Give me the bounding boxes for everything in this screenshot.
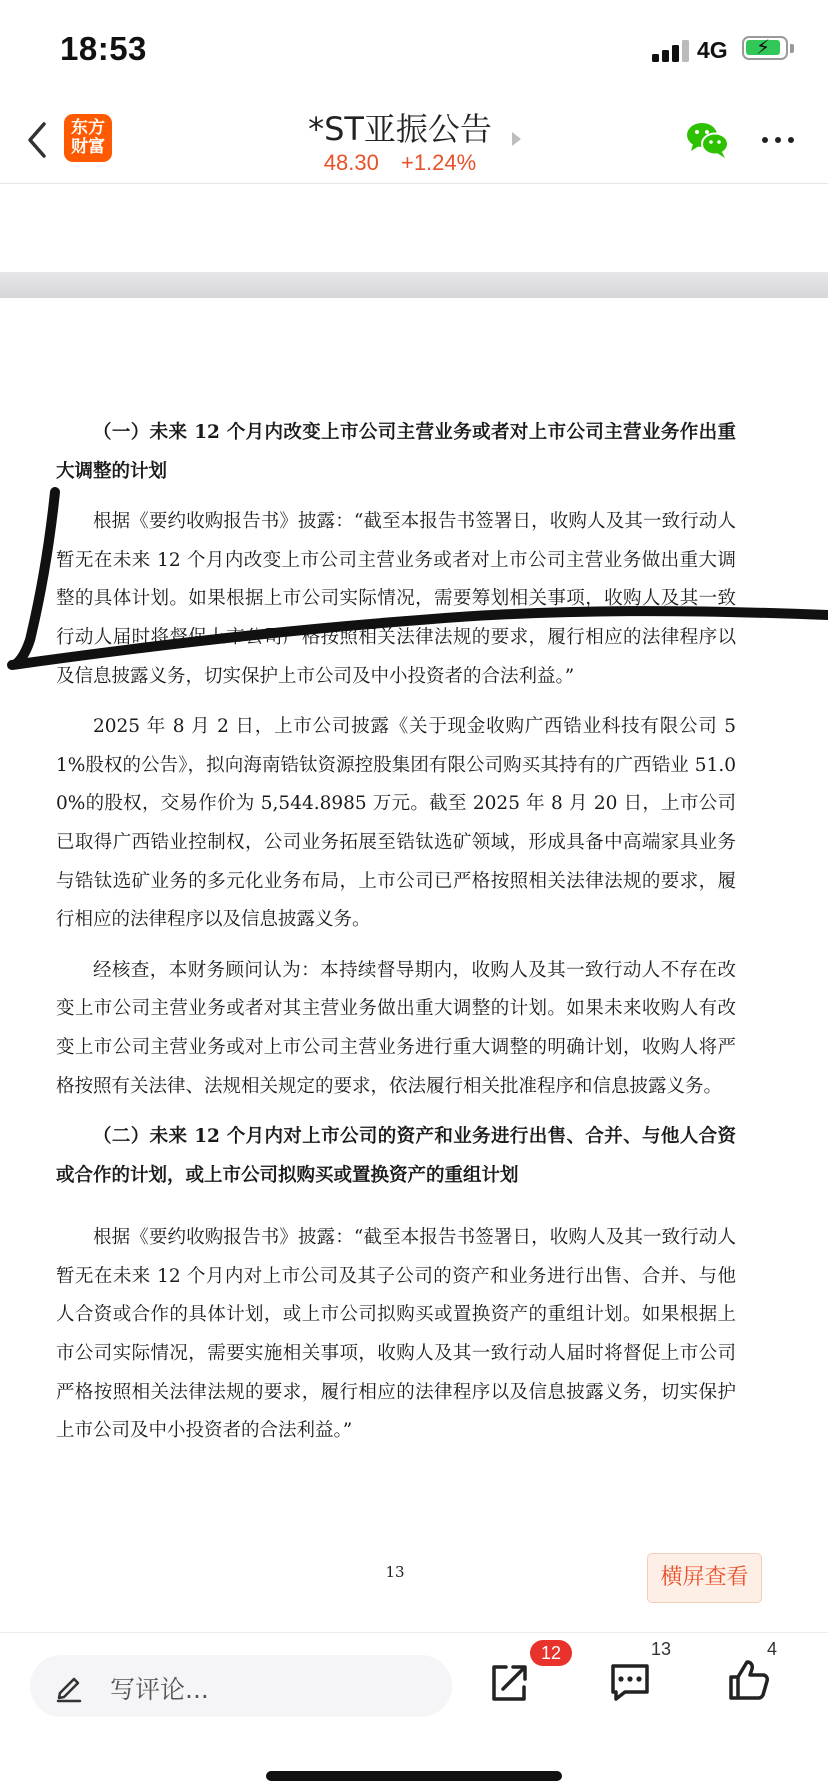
section-heading-1: （一）未来 12 个月内改变上市公司主营业务或者对上市公司主营业务作出重大调整的计划 [56,422,736,482]
page-number: 13 [385,1563,405,1581]
logo-line1: 东方 [71,118,105,138]
more-button[interactable] [760,130,796,150]
back-button[interactable] [18,116,62,164]
back-arrow-icon [18,116,62,164]
doc-paragraph-2: 2025 年 8 月 2 日，上市公司披露《关于现金收购广西锆业科技有限公司 51%股权的公告》，拟向海南锆钛资源控股集团有限公司购买其持有的广西锆业 51.00%的股权，交易作价为 5,544.8985 万元。截至 2025 年 8 月 20 日，上市公司已取得广西锆业控制权，公司业务拓展至锆钛选矿领域，形成具备中高端家具业务与锆钛选矿业务的多元化业务布局，上市公司已严格按照相关法律法规的要求，履行相应的法律程序以及信息披露义务。 [56,716,736,931]
like-icon [726,1657,772,1703]
home-indicator[interactable] [266,1771,562,1781]
stock-quote [240,150,560,176]
network-type: 4G [697,37,728,63]
signal-icon [652,38,692,62]
wechat-share-button[interactable] [686,120,730,160]
pencil-icon [52,1669,86,1703]
comments-button[interactable] [608,1661,652,1703]
like-button[interactable] [726,1657,772,1703]
announcement-document [56,414,736,1451]
comment-placeholder: 写评论... [110,1675,209,1704]
battery-tip [790,44,794,53]
logo-line2: 财富 [71,137,105,157]
app-logo [64,114,112,162]
more-icon [762,137,768,143]
doc-paragraph-4: 根据《要约收购报告书》披露：“截至本报告书签署日，收购人及其一致行动人暂无在未来 12 个月内对上市公司及其子公司的资产和业务进行出售、合并、与他人合资或合作的具体计划，或上市公司拟购买或置换资产的重组计划。如果根据上市公司实际情况，需要实施相关事项，收购人及其一致行动人届时将督促上市公司严格按照相关法律法规的要求，履行相应的法律程序以及信息披露义务，切实保护上市公司及中小投资者的合法利益。” [56,1227,736,1442]
stock-change: +1.24% [400,150,477,175]
share-button[interactable] [486,1659,532,1705]
wechat-icon [686,120,730,160]
doc-paragraph-3: 经核查，本财务顾问认为：本持续督导期内，收购人及其一致行动人不存在改变上市公司主营业务或者对其主营业务做出重大调整的计划。如果未来收购人有改变上市公司主营业务或对上市公司主营业务进行重大调整的明确计划，收购人将严格按照有关法律、法规相关规定的要求，依法履行相关批准程序和信息披露义务。 [56,959,736,1097]
section-heading-2: （二）未来 12 个月内对上市公司的资产和业务进行出售、合并、与他人合资或合作的计划，或上市公司拟购买或置换资产的重组计划 [56,1126,736,1186]
title-caret-icon [512,132,521,146]
comment-input[interactable] [30,1655,452,1717]
page-title[interactable]: *ST亚振公告 [308,110,492,148]
like-count: 4 [767,1639,778,1659]
share-count-badge: 12 [530,1640,572,1666]
status-bar [0,0,828,100]
landscape-view-button[interactable]: 横屏查看 [647,1553,762,1603]
bottom-action-bar [0,1632,828,1792]
comment-icon [608,1661,652,1703]
battery-icon: ⚡ [742,36,788,60]
share-icon [486,1659,532,1705]
stock-price: 48.30 [323,150,379,175]
comment-count: 13 [651,1639,672,1659]
app-header [0,100,828,184]
doc-paragraph-1: 根据《要约收购报告书》披露：“截至本报告书签署日，收购人及其一致行动人暂无在未来 12 个月内改变上市公司主营业务或者对上市公司主营业务做出重大调整的具体计划。如果根据上市公司实际情况，需要筹划相关事项，收购人及其一致行动人届时将督促上市公司严格按照相关法律法规的要求，履行相应的法律程序以及信息披露义务，切实保护上市公司及中小投资者的合法利益。” [56,511,736,687]
status-time: 18:53 [60,30,147,67]
document-top-divider [0,272,828,298]
